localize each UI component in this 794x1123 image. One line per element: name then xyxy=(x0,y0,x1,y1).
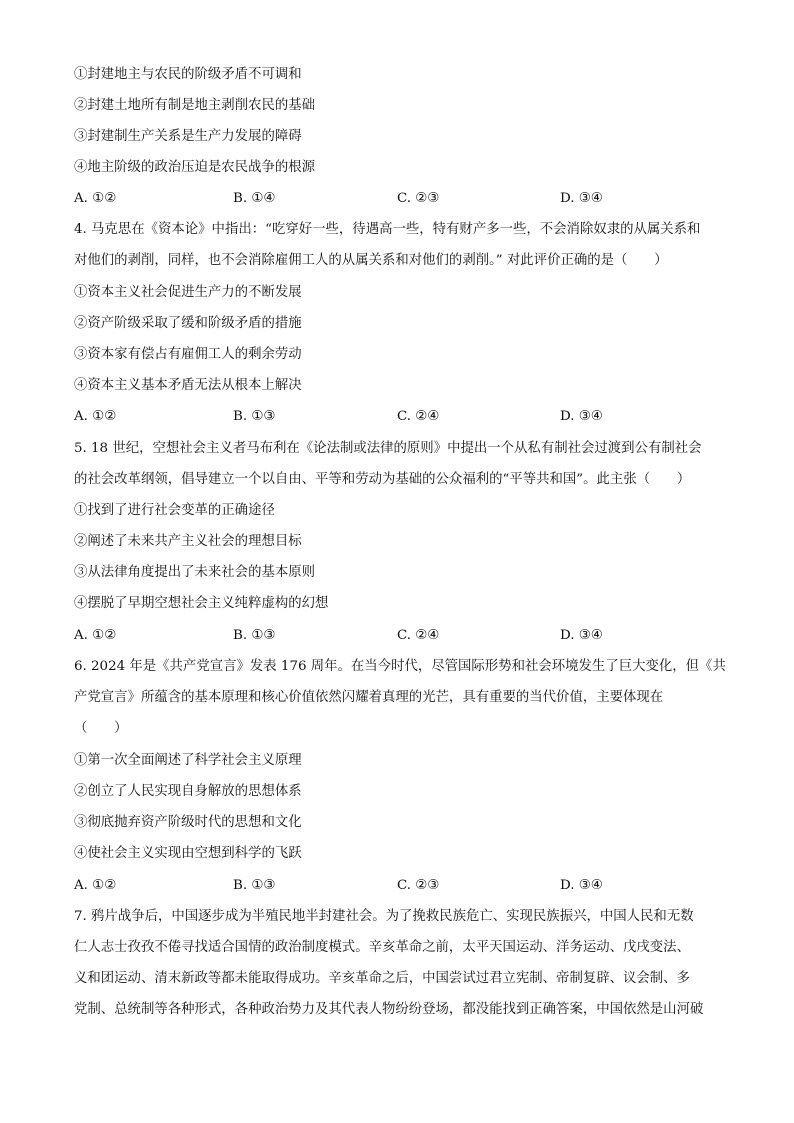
answer-option: D. ③④ xyxy=(560,409,603,424)
answer-options xyxy=(74,877,734,895)
answer-option: B. ①④ xyxy=(233,191,276,206)
text-line: 6. 2024 年是《共产党宣言》发表 176 周年。在当今时代，尽管国际形势和社会环境发生了巨大变化，但《共 xyxy=(74,659,726,674)
answer-options xyxy=(74,190,734,208)
answer-option: C. ②④ xyxy=(397,409,440,424)
answer-option: A. ①② xyxy=(74,878,117,893)
answer-option: A. ①② xyxy=(74,191,117,206)
answer-options xyxy=(74,627,734,645)
text-line: ③从法律角度提出了未来社会的基本原则 xyxy=(74,565,316,580)
text-line: 的社会改革纲领，倡导建立一个以自由、平等和劳动为基础的公众福利的“平等共和国”。此主张（ ） xyxy=(74,472,691,487)
text-line: ②封建土地所有制是地主剥削农民的基础 xyxy=(74,98,316,113)
answer-option: C. ②③ xyxy=(397,191,440,206)
answer-option: C. ②③ xyxy=(397,878,440,893)
text-line: 5. 18 世纪，空想社会主义者马布利在《论法制或法律的原则》中提出一个从私有制社会过渡到公有制社会 xyxy=(74,441,702,456)
text-line: 对他们的剥削，同样，也不会消除雇佣工人的从属关系和对他们的剥削。” 对此评价正确的是（ ） xyxy=(74,253,668,268)
text-line: ①第一次全面阐述了科学社会主义原理 xyxy=(74,753,302,768)
text-line: ③资本家有偿占有雇佣工人的剩余劳动 xyxy=(74,347,302,362)
text-line: ④摆脱了早期空想社会主义纯粹虚构的幻想 xyxy=(74,596,329,611)
text-line: ④地主阶级的政治压迫是农民战争的根源 xyxy=(74,160,316,175)
text-line: 党制、总统制等各种形式，各种政治势力及其代表人物纷纷登场，都没能找到正确答案，中国依然是山河破 xyxy=(74,1002,704,1017)
answer-option: D. ③④ xyxy=(560,628,603,643)
text-line: ④使社会主义实现由空想到科学的飞跃 xyxy=(74,846,302,861)
answer-option: A. ①② xyxy=(74,628,117,643)
text-line: ④资本主义基本矛盾无法从根本上解决 xyxy=(74,378,302,393)
text-line: 仁人志士孜孜不倦寻找适合国情的政治制度模式。辛亥革命之前，太平天国运动、洋务运动、戊戌变法、 xyxy=(74,940,690,955)
text-line: 7. 鸦片战争后，中国逐步成为半殖民地半封建社会。为了挽救民族危亡、实现民族振兴，中国人民和无数 xyxy=(74,909,694,924)
text-line: ①封建地主与农民的阶级矛盾不可调和 xyxy=(74,67,302,82)
text-line: ①资本主义社会促进生产力的不断发展 xyxy=(74,285,302,300)
answer-options xyxy=(74,408,734,426)
text-line: ③彻底抛弃资产阶级时代的思想和文化 xyxy=(74,815,302,830)
answer-option: D. ③④ xyxy=(560,878,603,893)
answer-option: B. ①③ xyxy=(233,628,276,643)
text-line: ③封建制生产关系是生产力发展的障碍 xyxy=(74,129,302,144)
answer-option: B. ①③ xyxy=(233,409,276,424)
answer-option: B. ①③ xyxy=(233,878,276,893)
text-line: ①找到了进行社会变革的正确途径 xyxy=(74,503,275,518)
text-line: ②阐述了未来共产主义社会的理想目标 xyxy=(74,534,302,549)
text-line: 产党宣言》所蕴含的基本原理和核心价值依然闪耀着真理的光芒，具有重要的当代价值，主要体现在 xyxy=(74,690,664,705)
text-line: 4. 马克思在《资本论》中指出：“吃穿好一些，待遇高一些，特有财产多一些，不会消除奴隶的从属关系和 xyxy=(74,222,701,237)
answer-option: A. ①② xyxy=(74,409,117,424)
text-line: ②资产阶级采取了缓和阶级矛盾的措施 xyxy=(74,316,302,331)
answer-option: D. ③④ xyxy=(560,191,603,206)
answer-option: C. ②④ xyxy=(397,628,440,643)
text-line: ②创立了人民实现自身解放的思想体系 xyxy=(74,784,302,799)
text-line: 义和团运动、清末新政等都未能取得成功。辛亥革命之后，中国尝试过君立宪制、帝制复辟、议会制、多 xyxy=(74,971,690,986)
text-line: （ ） xyxy=(74,721,128,736)
